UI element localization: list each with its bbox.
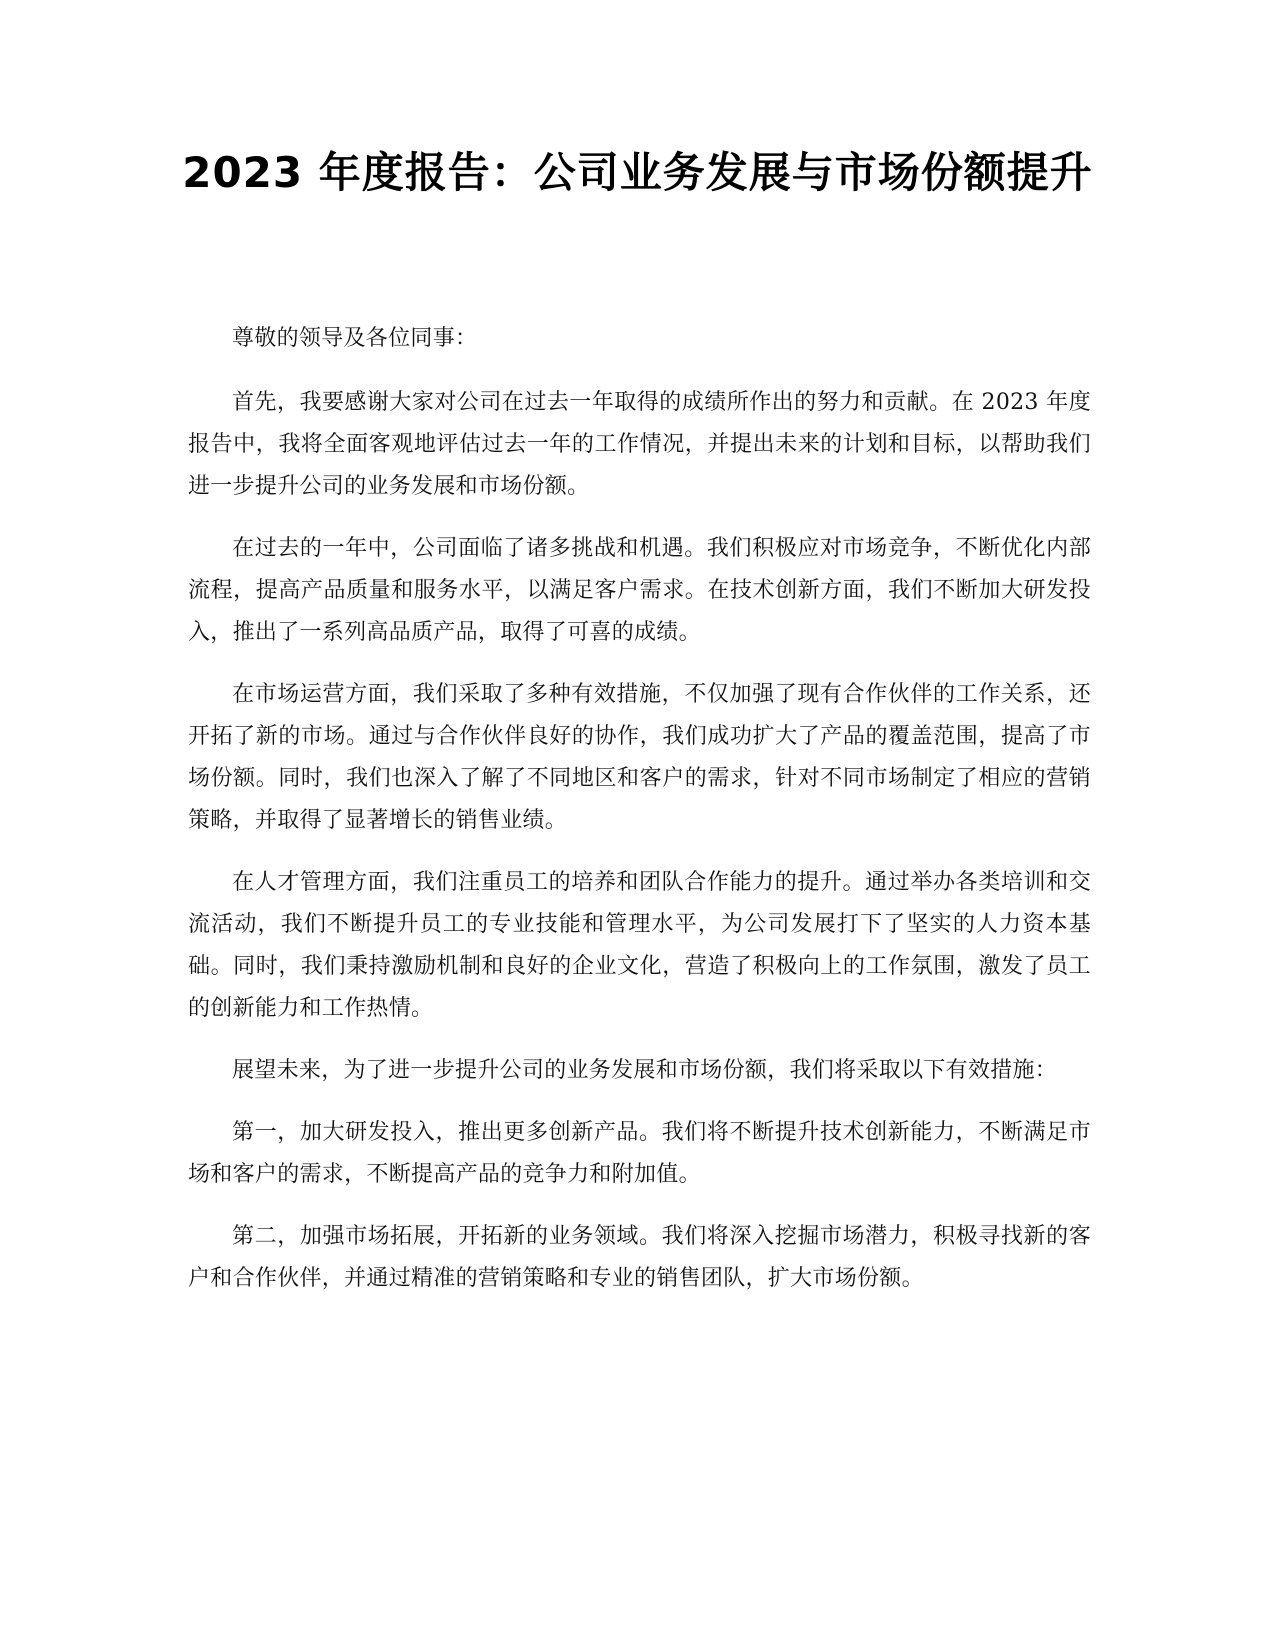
paragraph-talent-management: 在人才管理方面，我们注重员工的培养和团队合作能力的提升。通过举办各类培训和交流活动，我们不断提升员工的专业技能和管理水平，为公司发展打下了坚实的人力资本基础。同时，我们秉持激励机制和良好的企业文化，营造了积极向上的工作氛围，激发了员工的创新能力和工作热情。 <box>188 870 1091 1021</box>
document-title: 2023 年度报告：公司业务发展与市场份额提升 <box>182 148 1093 197</box>
paragraph-measure-one: 第一，加大研发投入，推出更多创新产品。我们将不断提升技术创新能力，不断满足市场和客户的需求，不断提高产品的竞争力和附加值。 <box>188 1120 1091 1187</box>
salutation: 尊敬的领导及各位同事： <box>232 326 478 351</box>
paragraph-intro: 首先，我要感谢大家对公司在过去一年取得的成绩所作出的努力和贡献。在 2023 年度报告中，我将全面客观地评估过去一年的工作情况，并提出未来的计划和目标，以帮助我们进一步提升公司的业务发展和市场份额。 <box>188 390 1091 499</box>
paragraph-market-operations: 在市场运营方面，我们采取了多种有效措施，不仅加强了现有合作伙伴的工作关系，还开拓了新的市场。通过与合作伙伴良好的协作，我们成功扩大了产品的覆盖范围，提高了市场份额。同时，我们也深入了解了不同地区和客户的需求，针对不同市场制定了相应的营销策略，并取得了显著增长的销售业绩。 <box>188 682 1091 833</box>
document-body <box>188 318 1091 1320</box>
paragraph-outlook: 展望未来，为了进一步提升公司的业务发展和市场份额，我们将采取以下有效措施： <box>232 1058 1058 1083</box>
paragraph-past-year: 在过去的一年中，公司面临了诸多挑战和机遇。我们积极应对市场竞争，不断优化内部流程，提高产品质量和服务水平，以满足客户需求。在技术创新方面，我们不断加大研发投入，推出了一系列高品质产品，取得了可喜的成绩。 <box>188 536 1091 645</box>
paragraph-measure-two: 第二，加强市场拓展，开拓新的业务领域。我们将深入挖掘市场潜力，积极寻找新的客户和合作伙伴，并通过精准的营销策略和专业的销售团队，扩大市场份额。 <box>188 1224 1091 1291</box>
